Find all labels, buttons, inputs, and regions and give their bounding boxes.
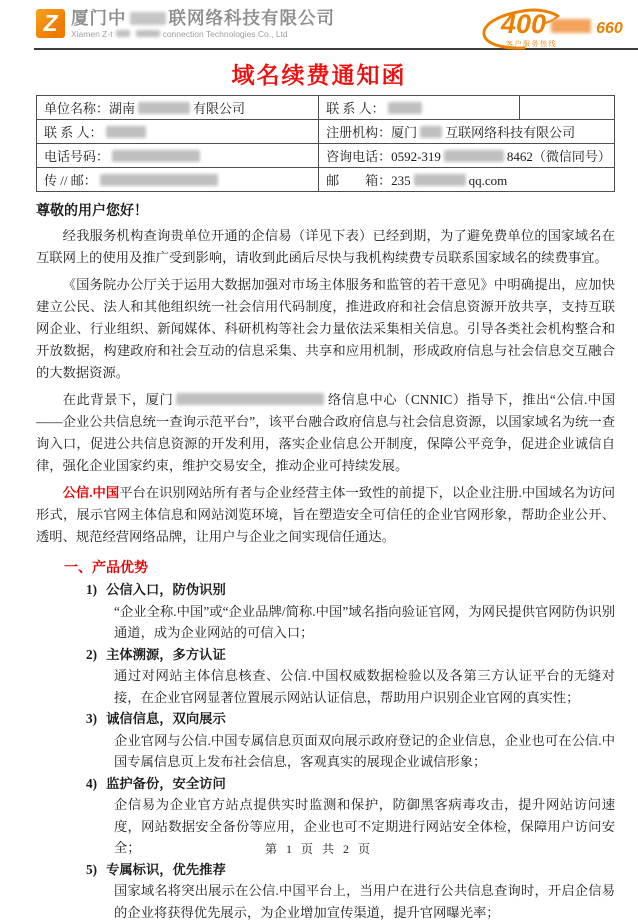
redacted-text (100, 174, 218, 186)
paragraph-state-council-opinion: 《国务院办公厅关于运用大数据加强对市场主体服务和监管的若干意见》中明确提出，应加快建立公民、法人和其他组织统一社会信用代码制度，推进政府和社会信息资源开放共享，支持互联网企业、行业组织、新闻媒体、科研机构等社会力量依法采集相关信息。引导各类社会机构整合和开放数据，构建政府和社会互动的信息采集、共享和应用机制，形成政府信息与社会信息交互融合的大数据资源。 (36, 274, 615, 384)
cell-empty-corner (520, 96, 615, 120)
redacted-text (106, 126, 146, 138)
cell-contact-person-left: 联 系 人： (37, 120, 319, 144)
company-name-en: Xiamen Z-t connection Technologies Co., Ltd (71, 29, 335, 39)
paragraph-platform-intro: 公信.中国平台在识别网站所有者与企业经营主体一致性的前提下，以企业注册.中国域名为访问形式，展示官网主体信息和网站浏览环境，旨在塑造安全可信任的企业官网形象，帮助企业公开、透明、规范经营网络品牌，让用户与企业之间实现信任通达。 (36, 482, 615, 548)
list-item-number: 4) (86, 773, 97, 795)
redacted-text (136, 30, 160, 37)
list-item (36, 859, 615, 923)
advantage-list (36, 579, 615, 923)
hotline-400-logo (478, 9, 630, 49)
redacted-text (414, 174, 466, 186)
list-item-number: 1) (86, 579, 97, 601)
redacted-text (112, 150, 200, 162)
list-item-title: 1) 公信入口，防伪识别 (86, 579, 615, 601)
list-item (36, 644, 615, 709)
list-item (36, 579, 615, 644)
list-item-title: 3) 诚信信息，双向展示 (86, 708, 615, 730)
hotline-number: 400 660 (501, 10, 623, 38)
contact-info-table (36, 95, 615, 192)
letterhead (0, 0, 638, 47)
table-row (37, 144, 615, 168)
cell-fax-mail: 传 // 邮： (37, 168, 319, 192)
list-item-body: 企信易为企业官方站点提供实时监测和保护，防御黑客病毒攻击，提升网站访问速度，网站数据安全备份等应用，企业也可不定期进行网站安全体检，保障用户访问安全； (114, 794, 615, 859)
list-item-body: 国家域名将突出展示在公信.中国平台上，当用户在进行公共信息查询时，开启企信易的企业将获得优先展示，为企业增加宣传渠道，提升官网曝光率； (114, 880, 615, 923)
company-name-block (71, 9, 335, 39)
redacted-text (444, 150, 504, 162)
table-row (37, 168, 615, 192)
redacted-text (116, 30, 130, 37)
list-item-title: 2) 主体溯源，多方认证 (86, 644, 615, 666)
page-title: 域名续费通知函 (0, 57, 638, 90)
document-body (0, 95, 638, 923)
cell-registrar: 注册机构：厦门 互联网络科技有限公司 (319, 120, 615, 144)
list-item-number: 3) (86, 708, 97, 730)
page-number: 第 1 页 共 2 页 (0, 840, 638, 857)
paragraph-platform-background: 在此背景下，厦门 络信息中心（CNNIC）指导下，推出“公信.中国——企业公共信息统一查询示范平台”，该平台融合政府信息与社会信息资源，以国家域名为统一查询入口，促进公共信息资源的开发利用，落实企业信息公开制度，保障公平竞争，促进企业诚信自律，强化企业国家约束，维护交易安全，推动企业可持续发展。 (36, 389, 615, 477)
cell-contact-person-right: 联 系 人： (319, 96, 520, 120)
redacted-text (176, 393, 324, 405)
company-brand (36, 9, 335, 39)
list-item-body: 企业官网与公信.中国专属信息页面双向展示政府登记的企业信息，企业也可在公信.中国专属信息页上发布社会信息，客观真实的展现企业诚信形象； (114, 730, 615, 773)
list-item-body: “企业全称.中国”或“企业品牌/简称.中国”域名指向验证官网，为网民提供官网防伪识别通道，成为企业网站的可信入口； (114, 601, 615, 644)
cell-phone-number: 电话号码： (37, 144, 319, 168)
redacted-text (388, 102, 422, 114)
cell-email: 邮 箱：235 qq.com (319, 168, 615, 192)
list-item (36, 708, 615, 773)
redacted-text (138, 102, 190, 114)
hotline-label: 客户服务热线 (506, 39, 557, 49)
redacted-text (130, 12, 166, 25)
cell-consult-phone: 咨询电话：0592-319 8462（微信同号） (319, 144, 615, 168)
company-logo-icon: Z (36, 9, 65, 38)
list-item-number: 2) (86, 644, 97, 666)
company-name-cn: 厦门中 联网络科技有限公司 (71, 9, 335, 28)
list-item-body: 通过对网站主体信息核查、公信.中国权威数据检验以及各第三方认证平台的无缝对接，在企业官网显著位置展示网站认证信息，帮助用户识别企业官网的真实性； (114, 665, 615, 708)
greeting-line: 尊敬的用户您好！ (36, 200, 615, 220)
section-heading-product-advantages: 一、产品优势 (36, 557, 615, 577)
redacted-text (420, 126, 442, 138)
redacted-text (551, 19, 591, 33)
cell-unit-name: 单位名称：湖南 有限公司 (37, 96, 319, 120)
table-row (37, 96, 615, 120)
list-item-title: 5) 专属标识，优先推荐 (86, 859, 615, 881)
list-item-title: 4) 监护备份，安全访问 (86, 773, 615, 795)
paragraph-expiry-notice: 经我服务机构查询贵单位开通的企信易（详见下表）已经到期，为了避免费单位的国家域名在互联网上的使用及推广受到影响，请收到此函后尽快与我机构续费专员联系国家域名的续费事宜。 (36, 225, 615, 269)
list-item-number: 5) (86, 859, 97, 881)
table-row (37, 120, 615, 144)
